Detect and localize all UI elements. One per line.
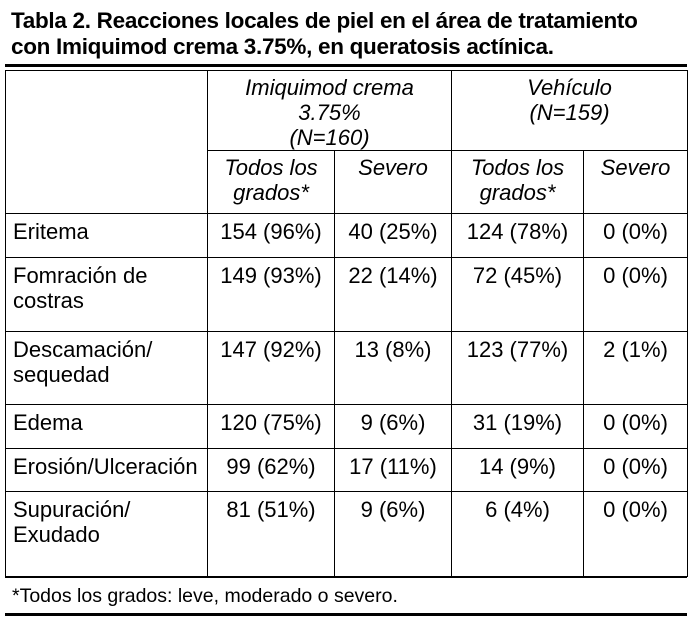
group-header-line: (N=160) [289, 125, 370, 150]
row-label-line: Descamación/ [13, 337, 153, 362]
table-cell: 14 (9%) [452, 449, 584, 492]
table-cell: 0 (0%) [584, 449, 688, 492]
table-cell: 72 (45%) [452, 258, 584, 332]
column-header [208, 151, 335, 214]
table-cell: 149 (93%) [208, 258, 335, 332]
row-label [6, 258, 208, 332]
table-cell: 0 (0%) [584, 492, 688, 577]
group-header-line: Imiquimod crema [245, 75, 414, 100]
table-cell: 124 (78%) [452, 214, 584, 258]
table-row [6, 449, 688, 492]
table-body [6, 71, 688, 577]
table-cell: 99 (62%) [208, 449, 335, 492]
group-header-line: 3.75% [298, 100, 361, 125]
table-cell: 0 (0%) [584, 214, 688, 258]
column-header-line: Severo [600, 155, 671, 180]
group-header-row [6, 71, 688, 151]
table-title [5, 8, 687, 60]
row-label [6, 332, 208, 405]
reactions-table [5, 70, 688, 577]
table-row [6, 258, 688, 332]
group-header-imiquimod [208, 71, 452, 151]
row-label-line: Fomración de [13, 263, 148, 288]
table-row [6, 492, 688, 577]
table-row [6, 405, 688, 449]
table-title-line-1: Tabla 2. Reacciones locales de piel en el área de tratamiento [11, 8, 638, 33]
column-header-line: grados* [233, 180, 309, 205]
footnote: *Todos los grados: leve, moderado o severo. [5, 577, 687, 616]
table-cell: 0 (0%) [584, 405, 688, 449]
table-cell: 31 (19%) [452, 405, 584, 449]
table-cell: 154 (96%) [208, 214, 335, 258]
column-header-line: grados* [479, 180, 556, 205]
column-header [584, 151, 688, 214]
group-header-line: (N=159) [529, 100, 610, 125]
table-cell: 0 (0%) [584, 258, 688, 332]
column-header-line: Severo [358, 155, 428, 180]
row-label-line: Erosión/Ulceración [13, 454, 198, 479]
column-header-line: Todos los [470, 155, 565, 180]
table-cell: 123 (77%) [452, 332, 584, 405]
row-label-line: costras [13, 288, 84, 313]
corner-cell [6, 71, 208, 214]
table-cell: 9 (6%) [335, 405, 452, 449]
table-cell: 120 (75%) [208, 405, 335, 449]
row-label [6, 449, 208, 492]
row-label-line: sequedad [13, 362, 110, 387]
title-rule [5, 64, 687, 67]
table-cell: 13 (8%) [335, 332, 452, 405]
table-cell: 147 (92%) [208, 332, 335, 405]
table-row [6, 332, 688, 405]
table-row [6, 214, 688, 258]
table-cell: 6 (4%) [452, 492, 584, 577]
column-header [335, 151, 452, 214]
table-title-line-2: con Imiquimod crema 3.75%, en queratosis actínica. [11, 34, 554, 59]
group-header-vehiculo [452, 71, 688, 151]
table-cell: 9 (6%) [335, 492, 452, 577]
row-label-line: Supuración/ [13, 497, 131, 522]
group-header-line: Vehículo [527, 75, 612, 100]
table-cell: 81 (51%) [208, 492, 335, 577]
row-label-line: Exudado [13, 522, 100, 547]
table-cell: 17 (11%) [335, 449, 452, 492]
column-header [452, 151, 584, 214]
row-label [6, 405, 208, 449]
column-header-line: Todos los [224, 155, 318, 180]
row-label [6, 492, 208, 577]
table-cell: 40 (25%) [335, 214, 452, 258]
table-figure [5, 8, 687, 616]
row-label [6, 214, 208, 258]
table-cell: 2 (1%) [584, 332, 688, 405]
table-cell: 22 (14%) [335, 258, 452, 332]
row-label-line: Edema [13, 410, 83, 435]
row-label-line: Eritema [13, 219, 89, 244]
